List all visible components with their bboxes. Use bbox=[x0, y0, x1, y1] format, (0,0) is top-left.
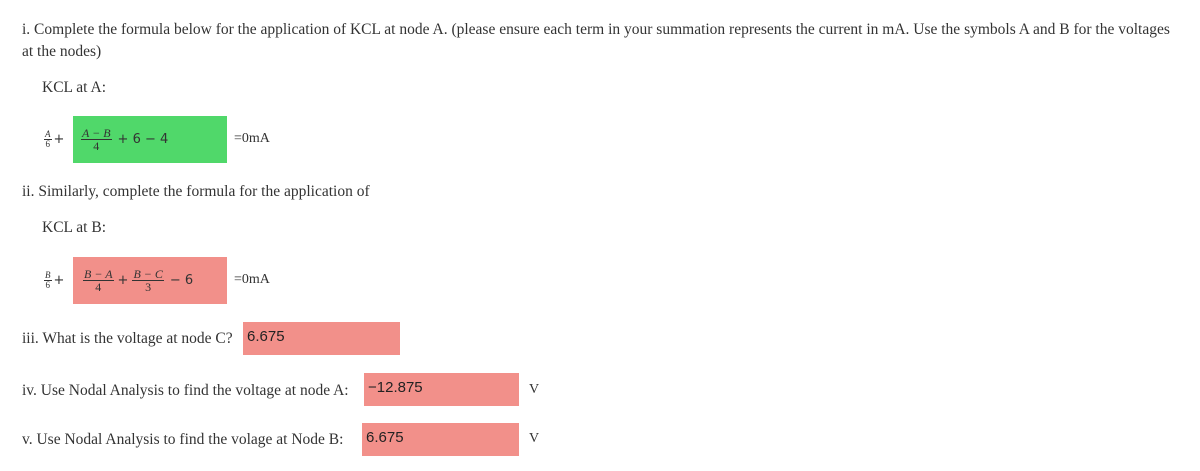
equals-zero-ma: =0mA bbox=[234, 131, 270, 146]
fraction-a-minus-b-over-4: $\frac{A - B}{4}$ bbox=[82, 126, 111, 153]
kcl-a-label: KCL at A: bbox=[42, 79, 107, 96]
fraction-a-over-6: $\frac{A}{6}$ bbox=[45, 129, 51, 149]
answer-input-node-c[interactable]: 6.675 bbox=[243, 322, 400, 355]
fraction-b-minus-a-over-4: $\frac{B - A}{4}$ bbox=[84, 267, 113, 294]
fraction-b-minus-c-over-3: $\frac{B - C}{3}$ bbox=[133, 267, 163, 294]
equals-zero-ma: =0mA bbox=[234, 272, 270, 287]
unit-volts: V bbox=[529, 431, 540, 446]
plus-sign: + bbox=[53, 273, 65, 288]
kcl-a-formula bbox=[44, 130, 66, 149]
answer-rest-terms: − 6 bbox=[169, 273, 194, 288]
kcl-b-formula bbox=[44, 271, 66, 290]
question-3-text: iii. What is the voltage at node C? bbox=[22, 330, 233, 347]
question-2-text: ii. Similarly, complete the formula for the application of bbox=[22, 183, 370, 200]
answer-input-node-b[interactable]: 6.675 bbox=[362, 423, 519, 456]
plus-sign: + bbox=[117, 273, 129, 288]
fraction-b-over-6: $\frac{B}{6}$ bbox=[45, 270, 51, 290]
kcl-b-label: KCL at B: bbox=[42, 219, 107, 236]
answer-rest-terms: + 6 − 4 bbox=[117, 132, 169, 147]
unit-volts: V bbox=[529, 382, 540, 397]
answer-box-kcl-a[interactable] bbox=[73, 116, 227, 163]
question-4-text: iv. Use Nodal Analysis to find the voltage at node A: bbox=[22, 382, 349, 399]
question-5-text: v. Use Nodal Analysis to find the volage at Node B: bbox=[22, 431, 344, 448]
answer-box-kcl-b[interactable] bbox=[73, 257, 227, 304]
question-1-text: i. Complete the formula below for the application of KCL at node A. (please ensure each term in your summation represents the current in mA. Use the symbols A and B for the voltages at the nodes) bbox=[22, 21, 1170, 60]
answer-input-node-a[interactable]: −12.875 bbox=[364, 373, 519, 406]
plus-sign: + bbox=[53, 132, 65, 147]
